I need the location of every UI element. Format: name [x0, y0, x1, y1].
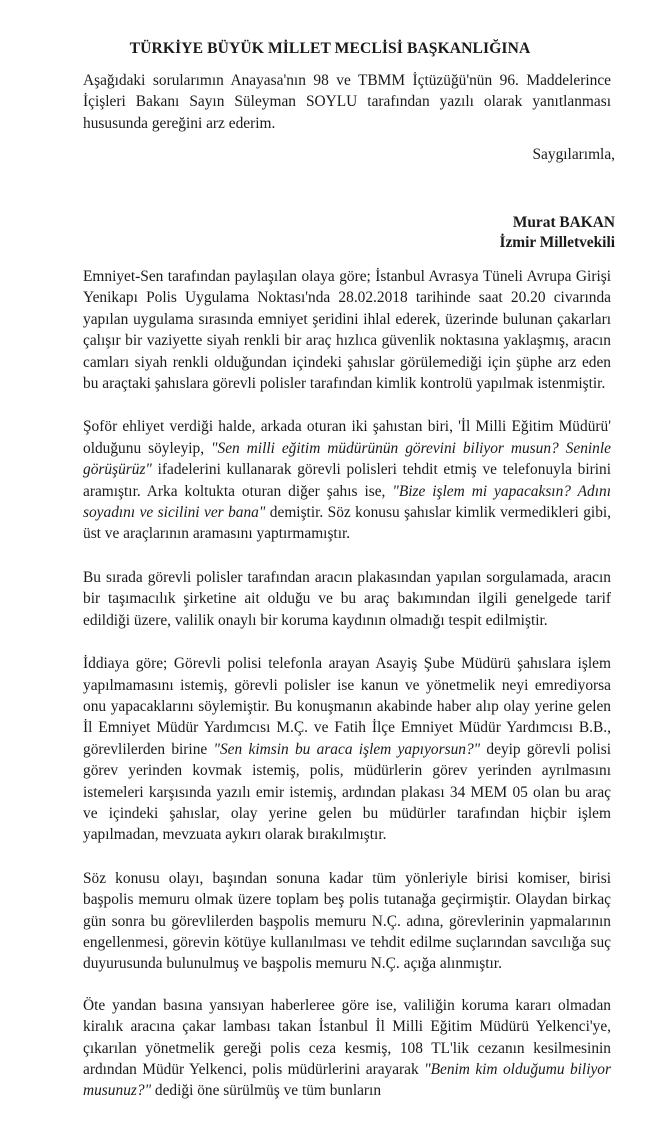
signature-title: İzmir Milletvekili [499, 234, 615, 251]
body-paragraph [83, 653, 611, 846]
paragraph-text: demiştir. Söz konusu şahıslar kimlik vermedikleri gibi, üst ve araçlarının aramasını yaptırmamıştır. [83, 504, 612, 543]
quoted-statement: "Sen kimsin bu araca işlem yapıyorsun?" [213, 740, 481, 758]
paragraph-text: Söz konusu olayı, başından sonuna kadar tüm yönleriyle birisi komiser, birisi başpolis memuru olmak üzere toplam beş polis tutanağa geçirmiştir. Olaydan birkaç gün sonra bu görevlilerden başpolis memuru N.Ç. adına, görevlerinin yapmalarının engellenmesi, görevin kötüye kullanılması ve tehdit edilme suçlarından savcılığa suç duyurusunda bulunulmuş ve başpolis memuru N.Ç. açığa alınmıştır. [83, 869, 611, 973]
paragraph-text: ifadelerini kullanarak görevli polisleri tehdit etmiş ve telefonuyla birini aramıştır. Arka koltukta oturan diğer şahıs ise, [83, 461, 611, 500]
paragraph-text: Emniyet-Sen tarafından paylaşılan olaya göre; İstanbul Avrasya Tüneli Avrupa Girişi Yenikapı Polis Uygulama Noktası'nda 28.02.2018 tarihinde saat 20.20 civarında yapılan uygulama sırasında emniyet şeridini ihlal ederek, üzerinde bulunan çakarları çalışır bir vaziyette siyah renkli bir araç hızlıca güvenlik noktasına yaklaşmış, aracın camları siyah renkli olduğundan içindeki şahıslar görülemediği için şüphe arz eden bu araçtaki şahıslara görevli polisler tarafından kimlik kontrolü yapılmak istenmiştir. [83, 268, 611, 393]
body-paragraph [83, 416, 611, 544]
paragraph-text: deyip görevli polisi görev yerinden kovmak istemiş, polis, müdürlerin görev yerinden ayrılmasını istemeleri karşısında yazılı emir istemiş, ardından plakası 34 MEM 05 olan bu araç ve içindeki şahıslar, olay yerine gelen bu müdürler tarafından hiçbir işlem yapılmadan, mevzuata aykırı olarak bırakılmıştır. [83, 740, 611, 844]
paragraph-text: İddiaya göre; Görevli polisi telefonla arayan Asayiş Şube Müdürü şahıslara işlem yapılmamasını istemiş, görevli polisler ise kanun ve yönetmelik neyi emrediyorsa onu yapacaklarını söylemiştir. Bu konuşmanın akabinde haber alıp olay yerine gelen İl Emniyet Müdür Yardımcısı M.Ç. ve Fatih İlçe Emniyet Müdür Yardımcısı B.B., görevlilerden birine [83, 655, 611, 758]
document-title: TÜRKİYE BÜYÜK MİLLET MECLİSİ BAŞKANLIĞINA [129, 40, 531, 57]
document-body [83, 266, 611, 1124]
paragraph-text: Öte yandan basına yansıyan haberleree göre ise, valiliğin koruma kararı olmadan kiralık aracına çakar lambası takan İstanbul İl Milli Eğitim Müdürü Yelkenci'ye, çıkarılan yönetmelik gereği polis ceza kesmiş, 108 TL'lik cezanın kesilmesinin ardından Müdür Yelkenci, polis müdürlerini arayarak [83, 996, 611, 1078]
body-paragraph [83, 868, 611, 975]
closing-salutation: Saygılarımla, [532, 146, 615, 163]
quoted-statement: "Bize işlem mi yapacaksın? Adını soyadını ve sicilini ver bana" [83, 482, 611, 522]
body-paragraph [83, 567, 611, 631]
signature-name: Murat BAKAN [512, 214, 615, 231]
intro-paragraph: Aşağıdaki sorularımın Anayasa'nın 98 ve TBMM İçtüzüğü'nün 96. Maddelerince İçişleri Bakanı Sayın Süleyman SOYLU tarafından yazılı olarak yanıtlanması hususunda gereğini arz ederim. [83, 72, 611, 132]
paragraph-text: Bu sırada görevli polisler tarafından aracın plakasından yapılan sorgulamada, aracın bir taşımacılık şirketine ait olduğu ve bu araç bakımından ilgili genelgede tarif edildiği üzere, valilik onaylı bir koruma kaydının olmadığı tespit edilmiştir. [83, 568, 611, 629]
body-paragraph [83, 266, 611, 394]
body-paragraph [83, 995, 611, 1102]
quoted-statement: "Sen milli eğitim müdürünün görevini biliyor musun? Seninle görüşürüz" [83, 439, 611, 479]
quoted-statement: "Benim kim olduğumu biliyor musunuz?" [83, 1061, 611, 1100]
paragraph-text: dediği öne sürülmüş ve tüm bunların [151, 1082, 382, 1100]
paragraph-text: Şoför ehliyet verdiği halde, arkada oturan iki şahıstan biri, 'İl Milli Eğitim Müdürü' olduğunu söyleyip, [83, 418, 611, 457]
